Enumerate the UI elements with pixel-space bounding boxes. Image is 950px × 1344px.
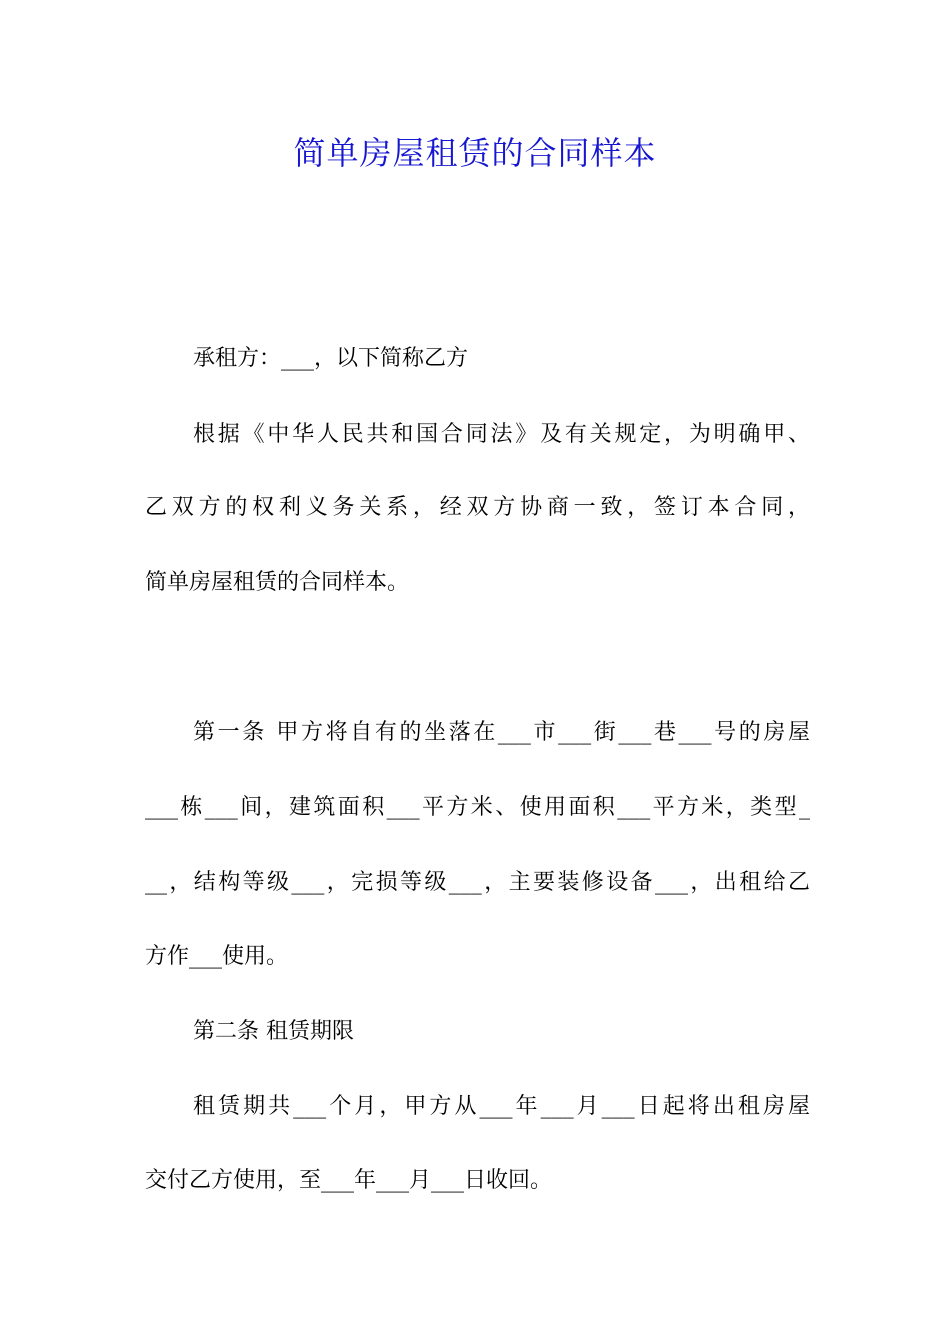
paragraph-lessee: 承租方：___，以下简称乙方 <box>193 346 469 371</box>
paragraph-basis-line-3: 简单房屋租赁的合同样本。 <box>145 570 410 595</box>
paragraph-basis-line-1: 根据《中华人民共和国合同法》及有关规定，为明确甲、 <box>193 422 810 447</box>
paragraph-basis-line-2: 乙双方的权利义务关系，经双方协商一致，签订本合同， <box>145 495 810 520</box>
article-1-line-3: __，结构等级___，完损等级___，主要装修设备___，出租给乙 <box>145 870 810 895</box>
lease-term-line-2: 交付乙方使用，至___年___月___日收回。 <box>145 1168 553 1193</box>
article-1-line-1: 第一条 甲方将自有的坐落在___市___街___巷___号的房屋 <box>193 720 810 745</box>
article-1-line-4: 方作___使用。 <box>145 944 289 969</box>
lease-term-line-1: 租赁期共___个月，甲方从___年___月___日起将出租房屋 <box>193 1094 810 1119</box>
article-1-line-2: ___栋___间，建筑面积___平方米、使用面积___平方米，类型_ <box>145 795 810 820</box>
article-2-heading: 第二条 租赁期限 <box>193 1019 354 1044</box>
document-title: 简单房屋租赁的合同样本 <box>293 134 657 172</box>
